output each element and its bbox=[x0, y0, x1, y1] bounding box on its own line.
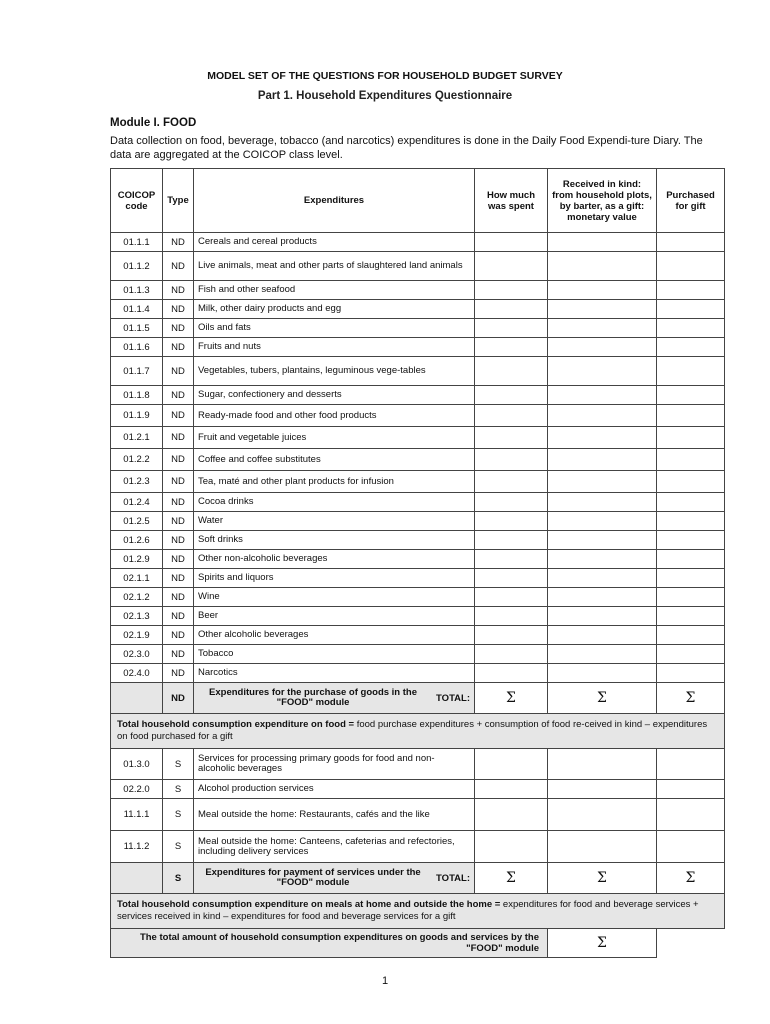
amount-spent-input[interactable] bbox=[475, 281, 548, 300]
expenditure-description: Tobacco bbox=[194, 645, 475, 664]
in-kind-value-input[interactable] bbox=[548, 550, 657, 569]
item-type: ND bbox=[163, 531, 194, 550]
food-total-code bbox=[111, 683, 163, 714]
food-row bbox=[111, 252, 725, 281]
gift-amount-input[interactable] bbox=[657, 427, 725, 449]
in-kind-value-input[interactable] bbox=[548, 405, 657, 427]
food-row bbox=[111, 471, 725, 493]
service-total-sum-gift[interactable]: Σ bbox=[657, 863, 725, 894]
food-row bbox=[111, 357, 725, 386]
in-kind-value-input[interactable] bbox=[548, 493, 657, 512]
grand-total-sum[interactable]: Σ bbox=[548, 929, 657, 958]
expenditure-description: Meal outside the home: Restaurants, cafés and the like bbox=[194, 799, 475, 831]
service-total-label: Expenditures for payment of services under the "FOOD" module bbox=[205, 867, 421, 888]
in-kind-value-input[interactable] bbox=[548, 588, 657, 607]
expenditure-description: Milk, other dairy products and egg bbox=[194, 300, 475, 319]
coicop-code: 01.1.9 bbox=[111, 405, 163, 427]
food-row bbox=[111, 427, 725, 449]
food-row bbox=[111, 512, 725, 531]
expenditure-description: Fish and other seafood bbox=[194, 281, 475, 300]
in-kind-value-input[interactable] bbox=[548, 357, 657, 386]
expenditure-description: Soft drinks bbox=[194, 531, 475, 550]
service-total-label-cell bbox=[194, 863, 475, 894]
expenditure-description: Fruits and nuts bbox=[194, 338, 475, 357]
amount-spent-input[interactable] bbox=[475, 493, 548, 512]
grand-total-row bbox=[111, 929, 725, 958]
expenditure-description: Sugar, confectionery and desserts bbox=[194, 386, 475, 405]
item-type: S bbox=[163, 749, 194, 780]
food-row bbox=[111, 338, 725, 357]
expenditure-description: Live animals, meat and other parts of slaughtered land animals bbox=[194, 252, 475, 281]
amount-spent-input[interactable] bbox=[475, 531, 548, 550]
amount-spent-input[interactable] bbox=[475, 357, 548, 386]
food-note-bold: Total household consumption expenditure on food = bbox=[117, 719, 355, 730]
meals-note-bold: Total household consumption expenditure on meals at home and outside the home = bbox=[117, 899, 501, 910]
coicop-code: 02.1.3 bbox=[111, 607, 163, 626]
amount-spent-input[interactable] bbox=[475, 607, 548, 626]
in-kind-value-input[interactable] bbox=[548, 569, 657, 588]
item-type: ND bbox=[163, 471, 194, 493]
expenditure-description: Other alcoholic beverages bbox=[194, 626, 475, 645]
food-total-sum-in-kind[interactable]: Σ bbox=[548, 683, 657, 714]
amount-spent-input[interactable] bbox=[475, 831, 548, 863]
gift-amount-input[interactable] bbox=[657, 588, 725, 607]
service-total-word: TOTAL: bbox=[436, 872, 470, 884]
expenditure-description: Narcotics bbox=[194, 664, 475, 683]
in-kind-value-input[interactable] bbox=[548, 780, 657, 799]
service-total-code bbox=[111, 863, 163, 894]
food-row bbox=[111, 569, 725, 588]
food-row bbox=[111, 588, 725, 607]
coicop-code: 01.1.8 bbox=[111, 386, 163, 405]
coicop-code: 01.1.4 bbox=[111, 300, 163, 319]
item-type: ND bbox=[163, 607, 194, 626]
gift-amount-input[interactable] bbox=[657, 338, 725, 357]
amount-spent-input[interactable] bbox=[475, 749, 548, 780]
food-total-sum-gift[interactable]: Σ bbox=[657, 683, 725, 714]
food-row bbox=[111, 319, 725, 338]
item-type: ND bbox=[163, 512, 194, 531]
in-kind-value-input[interactable] bbox=[548, 471, 657, 493]
food-total-label-cell bbox=[194, 683, 475, 714]
gift-amount-input[interactable] bbox=[657, 233, 725, 252]
gift-amount-input[interactable] bbox=[657, 531, 725, 550]
item-type: ND bbox=[163, 645, 194, 664]
item-type: ND bbox=[163, 550, 194, 569]
amount-spent-input[interactable] bbox=[475, 664, 548, 683]
gift-amount-input[interactable] bbox=[657, 664, 725, 683]
in-kind-value-input[interactable] bbox=[548, 664, 657, 683]
header-coicop: COICOP code bbox=[111, 169, 163, 233]
in-kind-value-input[interactable] bbox=[548, 252, 657, 281]
service-row bbox=[111, 780, 725, 799]
page-number: 1 bbox=[381, 975, 389, 987]
expenditure-description: Oils and fats bbox=[194, 319, 475, 338]
expenditure-description: Spirits and liquors bbox=[194, 569, 475, 588]
food-row bbox=[111, 386, 725, 405]
gift-amount-input[interactable] bbox=[657, 386, 725, 405]
item-type: ND bbox=[163, 300, 194, 319]
expenditure-description: Cocoa drinks bbox=[194, 493, 475, 512]
item-type: S bbox=[163, 780, 194, 799]
expenditure-description: Other non-alcoholic beverages bbox=[194, 550, 475, 569]
coicop-code: 01.1.1 bbox=[111, 233, 163, 252]
service-row bbox=[111, 799, 725, 831]
meals-note bbox=[111, 894, 725, 929]
food-row bbox=[111, 626, 725, 645]
amount-spent-input[interactable] bbox=[475, 405, 548, 427]
gift-amount-input[interactable] bbox=[657, 626, 725, 645]
amount-spent-input[interactable] bbox=[475, 569, 548, 588]
expenditure-description: Services for processing primary goods for food and non-alcoholic beverages bbox=[194, 749, 475, 780]
coicop-code: 02.2.0 bbox=[111, 780, 163, 799]
in-kind-value-input[interactable] bbox=[548, 531, 657, 550]
grand-total-empty bbox=[657, 929, 725, 958]
coicop-code: 11.1.1 bbox=[111, 799, 163, 831]
food-note-row bbox=[111, 714, 725, 749]
in-kind-value-input[interactable] bbox=[548, 449, 657, 471]
coicop-code: 01.1.3 bbox=[111, 281, 163, 300]
in-kind-value-input[interactable] bbox=[548, 233, 657, 252]
coicop-code: 02.1.9 bbox=[111, 626, 163, 645]
food-row bbox=[111, 405, 725, 427]
header-row bbox=[111, 169, 725, 233]
amount-spent-input[interactable] bbox=[475, 449, 548, 471]
expenditure-description: Coffee and coffee substitutes bbox=[194, 449, 475, 471]
food-row bbox=[111, 550, 725, 569]
header-how-much: How much was spent bbox=[475, 169, 548, 233]
expenditure-description: Tea, maté and other plant products for infusion bbox=[194, 471, 475, 493]
food-note-rest: food purchase expenditures + consumption of food re-ceived in kind – expenditures on food purchased for a gift bbox=[117, 719, 708, 742]
food-row bbox=[111, 607, 725, 626]
item-type: ND bbox=[163, 357, 194, 386]
service-total-sum-spent[interactable]: Σ bbox=[475, 863, 548, 894]
gift-amount-input[interactable] bbox=[657, 749, 725, 780]
gift-amount-input[interactable] bbox=[657, 569, 725, 588]
intro-paragraph: Data collection on food, beverage, tobacco (and narcotics) expenditures is done in the Daily Food Expendi-ture Diary. The data are aggregated at the COICOP class level. bbox=[110, 135, 703, 161]
food-row bbox=[111, 449, 725, 471]
coicop-code: 01.2.2 bbox=[111, 449, 163, 471]
expenditure-description: Alcohol production services bbox=[194, 780, 475, 799]
food-total-word: TOTAL: bbox=[436, 692, 470, 704]
item-type: ND bbox=[163, 664, 194, 683]
amount-spent-input[interactable] bbox=[475, 588, 548, 607]
food-row bbox=[111, 645, 725, 664]
expenditure-description: Beer bbox=[194, 607, 475, 626]
item-type: ND bbox=[163, 588, 194, 607]
in-kind-value-input[interactable] bbox=[548, 831, 657, 863]
gift-amount-input[interactable] bbox=[657, 319, 725, 338]
coicop-code: 01.2.1 bbox=[111, 427, 163, 449]
food-row bbox=[111, 531, 725, 550]
coicop-code: 02.3.0 bbox=[111, 645, 163, 664]
coicop-code: 01.2.4 bbox=[111, 493, 163, 512]
amount-spent-input[interactable] bbox=[475, 427, 548, 449]
expenditure-description: Cereals and cereal products bbox=[194, 233, 475, 252]
coicop-code: 01.2.6 bbox=[111, 531, 163, 550]
item-type: ND bbox=[163, 626, 194, 645]
gift-amount-input[interactable] bbox=[657, 493, 725, 512]
expenditure-description: Wine bbox=[194, 588, 475, 607]
in-kind-value-input[interactable] bbox=[548, 749, 657, 780]
gift-amount-input[interactable] bbox=[657, 405, 725, 427]
gift-amount-input[interactable] bbox=[657, 645, 725, 664]
coicop-code: 02.1.2 bbox=[111, 588, 163, 607]
module-heading: Module I. FOOD bbox=[110, 117, 197, 129]
service-total-type: S bbox=[163, 863, 194, 894]
coicop-code: 01.2.3 bbox=[111, 471, 163, 493]
amount-spent-input[interactable] bbox=[475, 626, 548, 645]
gift-amount-input[interactable] bbox=[657, 449, 725, 471]
amount-spent-input[interactable] bbox=[475, 319, 548, 338]
in-kind-value-input[interactable] bbox=[548, 338, 657, 357]
document-subtitle: Part 1. Household Expenditures Questionnaire bbox=[257, 90, 513, 102]
food-total-sum-spent[interactable]: Σ bbox=[475, 683, 548, 714]
gift-amount-input[interactable] bbox=[657, 471, 725, 493]
item-type: ND bbox=[163, 427, 194, 449]
food-note bbox=[111, 714, 725, 749]
in-kind-value-input[interactable] bbox=[548, 386, 657, 405]
gift-amount-input[interactable] bbox=[657, 512, 725, 531]
item-type: ND bbox=[163, 449, 194, 471]
food-row bbox=[111, 300, 725, 319]
document-title: MODEL SET OF THE QUESTIONS FOR HOUSEHOLD BUDGET SURVEY bbox=[207, 70, 563, 82]
amount-spent-input[interactable] bbox=[475, 338, 548, 357]
coicop-code: 01.3.0 bbox=[111, 749, 163, 780]
amount-spent-input[interactable] bbox=[475, 471, 548, 493]
amount-spent-input[interactable] bbox=[475, 550, 548, 569]
coicop-code: 01.2.5 bbox=[111, 512, 163, 531]
expenditure-description: Ready-made food and other food products bbox=[194, 405, 475, 427]
item-type: ND bbox=[163, 569, 194, 588]
amount-spent-input[interactable] bbox=[475, 512, 548, 531]
gift-amount-input[interactable] bbox=[657, 550, 725, 569]
gift-amount-input[interactable] bbox=[657, 357, 725, 386]
item-type: S bbox=[163, 799, 194, 831]
food-row bbox=[111, 281, 725, 300]
item-type: ND bbox=[163, 386, 194, 405]
service-total-sum-in-kind[interactable]: Σ bbox=[548, 863, 657, 894]
amount-spent-input[interactable] bbox=[475, 252, 548, 281]
item-type: ND bbox=[163, 405, 194, 427]
food-row bbox=[111, 493, 725, 512]
in-kind-value-input[interactable] bbox=[548, 799, 657, 831]
meals-note-row bbox=[111, 894, 725, 929]
amount-spent-input[interactable] bbox=[475, 799, 548, 831]
header-in-kind: Received in kind: from household plots, by barter, as a gift: monetary value bbox=[548, 169, 657, 233]
header-expenditures: Expenditures bbox=[194, 169, 475, 233]
coicop-code: 01.1.6 bbox=[111, 338, 163, 357]
gift-amount-input[interactable] bbox=[657, 799, 725, 831]
coicop-code: 01.2.9 bbox=[111, 550, 163, 569]
gift-amount-input[interactable] bbox=[657, 300, 725, 319]
header-gift: Purchased for gift bbox=[657, 169, 725, 233]
amount-spent-input[interactable] bbox=[475, 300, 548, 319]
food-row bbox=[111, 233, 725, 252]
amount-spent-input[interactable] bbox=[475, 645, 548, 664]
item-type: ND bbox=[163, 338, 194, 357]
in-kind-value-input[interactable] bbox=[548, 300, 657, 319]
food-total-row bbox=[111, 683, 725, 714]
coicop-code: 11.1.2 bbox=[111, 831, 163, 863]
meals-note-rest: expenditures for food and beverage services + services received in kind – expenditures for food and beverage services for a gift bbox=[117, 899, 699, 922]
gift-amount-input[interactable] bbox=[657, 780, 725, 799]
item-type: ND bbox=[163, 252, 194, 281]
in-kind-value-input[interactable] bbox=[548, 281, 657, 300]
amount-spent-input[interactable] bbox=[475, 780, 548, 799]
in-kind-value-input[interactable] bbox=[548, 319, 657, 338]
item-type: ND bbox=[163, 281, 194, 300]
amount-spent-input[interactable] bbox=[475, 386, 548, 405]
item-type: ND bbox=[163, 233, 194, 252]
gift-amount-input[interactable] bbox=[657, 831, 725, 863]
grand-total-label: The total amount of household consumption expenditures on goods and services by the "FOOD" module bbox=[111, 929, 548, 958]
coicop-code: 02.4.0 bbox=[111, 664, 163, 683]
amount-spent-input[interactable] bbox=[475, 233, 548, 252]
food-total-type: ND bbox=[163, 683, 194, 714]
expenditure-table bbox=[110, 168, 725, 958]
gift-amount-input[interactable] bbox=[657, 281, 725, 300]
header-type: Type bbox=[163, 169, 194, 233]
expenditure-description: Meal outside the home: Canteens, cafeterias and refectories, including delivery services bbox=[194, 831, 475, 863]
item-type: ND bbox=[163, 493, 194, 512]
coicop-code: 01.1.5 bbox=[111, 319, 163, 338]
service-total-row bbox=[111, 863, 725, 894]
in-kind-value-input[interactable] bbox=[548, 626, 657, 645]
in-kind-value-input[interactable] bbox=[548, 512, 657, 531]
gift-amount-input[interactable] bbox=[657, 252, 725, 281]
in-kind-value-input[interactable] bbox=[548, 645, 657, 664]
expenditure-description: Fruit and vegetable juices bbox=[194, 427, 475, 449]
item-type: ND bbox=[163, 319, 194, 338]
coicop-code: 01.1.2 bbox=[111, 252, 163, 281]
item-type: S bbox=[163, 831, 194, 863]
in-kind-value-input[interactable] bbox=[548, 427, 657, 449]
gift-amount-input[interactable] bbox=[657, 607, 725, 626]
expenditure-description: Vegetables, tubers, plantains, leguminous vege-tables bbox=[194, 357, 475, 386]
food-row bbox=[111, 664, 725, 683]
coicop-code: 01.1.7 bbox=[111, 357, 163, 386]
food-total-label: Expenditures for the purchase of goods in the "FOOD" module bbox=[209, 687, 417, 708]
expenditure-description: Water bbox=[194, 512, 475, 531]
coicop-code: 02.1.1 bbox=[111, 569, 163, 588]
in-kind-value-input[interactable] bbox=[548, 607, 657, 626]
service-row bbox=[111, 749, 725, 780]
service-row bbox=[111, 831, 725, 863]
